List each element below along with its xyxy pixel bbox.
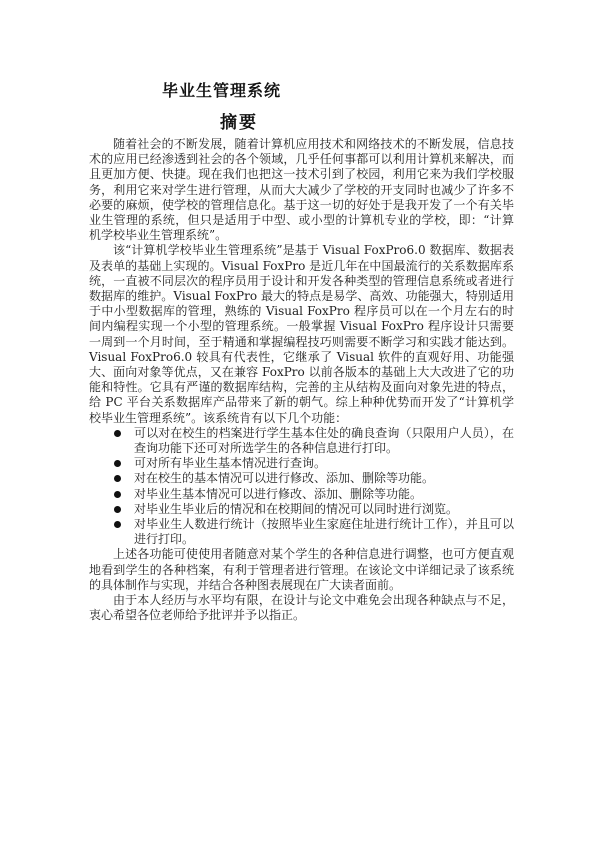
list-item <box>89 502 514 517</box>
document-title: 毕业生管理系统 <box>162 81 282 100</box>
feature-text: 对毕业生基本情况可以进行修改、添加、删除等功能。 <box>134 486 423 501</box>
paragraph-closing: 由于本人经历与水平均有限，在设计与论文中难免会出现各种缺点与不足，衷心希望各位老师给予批评并予以指正。 <box>89 593 514 623</box>
bullet-icon <box>114 521 121 528</box>
bullet-icon <box>114 475 121 482</box>
paragraph-summary: 上述各功能可使使用者随意对某个学生的各种信息进行调整，也可方便直观地看到学生的各种档案，有利于管理者进行管理。在该论文中详细记录了该系统的具体制作与实现，并结合各种图表展现在广大读者面前。 <box>89 547 514 592</box>
feature-text: 对在校生的基本情况可以进行修改、添加、删除等功能。 <box>134 471 435 486</box>
list-item <box>89 517 514 547</box>
abstract-heading: 摘要 <box>220 113 258 133</box>
list-item <box>89 426 514 456</box>
list-item <box>89 456 514 471</box>
feature-text: 对毕业生人数进行统计（按照毕业生家庭住址进行统计工作），并且可以进行打印。 <box>134 517 514 547</box>
bullet-icon <box>114 460 121 467</box>
feature-text: 可对所有毕业生基本情况进行查询。 <box>134 456 327 471</box>
bullet-icon <box>114 430 121 437</box>
abstract-body <box>89 137 514 624</box>
feature-text: 可以对在校生的档案进行学生基本住处的确良查询（只限用户人员），在查询功能下还可对所选学生的各种信息进行打印。 <box>134 425 514 456</box>
paragraph-foxpro: 该“计算机学校毕业生管理系统”是基于 Visual FoxPro6.0 数据库、数据表及表单的基础上实现的。Visual FoxPro 是近几年在中国最流行的关系数据库系统，一直被不同层次的程序员用于设计和开发各种类型的管理信息系统或者进行数据库的维护。Visual FoxPro 最大的特点是易学、高效、功能强大，特别适用于中小型数据库的管理，熟练的 Visual FoxPro 程序员可以在一个月左右的时间内编程实现一个小型的管理系统。一般掌握 Visual FoxPro 程序设计只需要一周到一个月时间，至于精通和掌握编程技巧则需要不断学习和实践才能达到。Visual FoxPro6.0 较具有代表性，它继承了 Visual 软件的直观好用、功能强大、面向对象等优点，又在兼容 FoxPro 以前各版本的基础上大大改进了它的功能和特性。它具有严谨的数据库结构，完善的主从结构及面向对象先进的特点，给 PC 平台关系数据库产品带来了新的朝气。综上种种优势而开发了“计算机学校毕业生管理系统”。该系统肯有以下几个功能： <box>89 243 514 425</box>
feature-list <box>89 426 514 548</box>
bullet-icon <box>114 491 121 498</box>
list-item <box>89 487 514 502</box>
bullet-icon <box>114 506 121 513</box>
feature-text: 对毕业生毕业后的情况和在校期间的情况可以同时进行浏览。 <box>134 501 459 516</box>
paragraph-intro: 随着社会的不断发展，随着计算机应用技术和网络技术的不断发展，信息技术的应用已经渗透到社会的各个领域，几乎任何事都可以利用计算机来解决，而且更加方便、快捷。现在我们也把这一技术引到了校园，利用它来为我们学校服务，利用它来对学生进行管理，从而大大减少了学校的开支同时也减少了许多不必要的麻烦，使学校的管理信息化。基于这一切的好处于是我开发了一个有关毕业生管理的系统，但只是适用于中型、或小型的计算机专业的学校，即：“计算机学校毕业生管理系统”。 <box>89 137 514 243</box>
list-item <box>89 471 514 486</box>
